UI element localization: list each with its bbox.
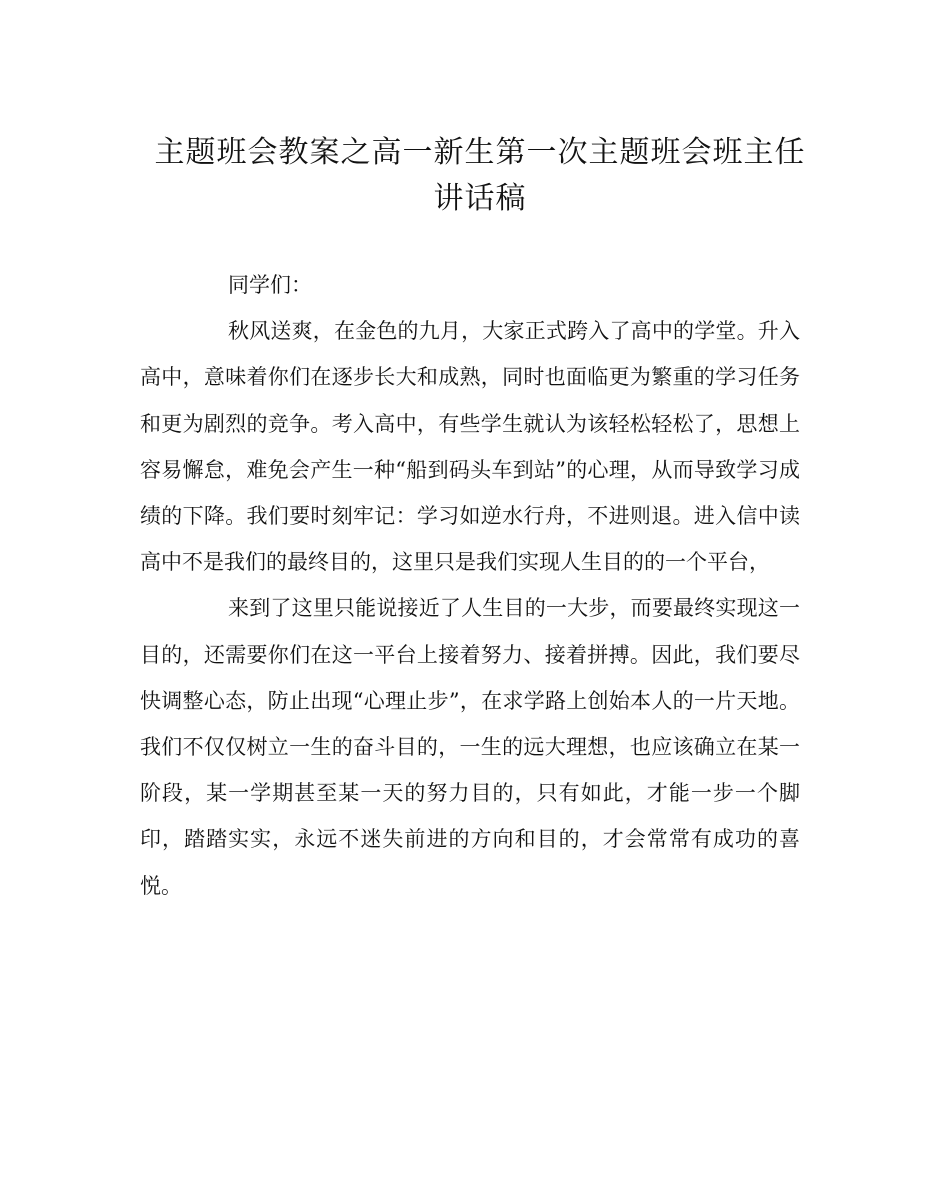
salutation: 同学们：	[228, 273, 312, 297]
paragraph-2: 来到了这里只能说接近了人生目的一大步，而要最终实现这一目的，还需要你们在这一平台上接着努力、接着拼搏。因此，我们要尽快调整心态，防止出现“心理止步”，在求学路上创始本人的一片天地。我们不仅仅树立一生的奋斗目的，一生的远大理想，也应该确立在某一阶段，某一学期甚至某一天的努力目的，只有如此，才能一步一个脚印，踏踏实实，永远不迷失前进的方向和目的，才会常常有成功的喜悦。	[140, 596, 800, 898]
paragraph-1: 秋风送爽，在金色的九月，大家正式跨入了高中的学堂。升入高中，意味着你们在逐步长大和成熟，同时也面临更为繁重的学习任务和更为剧烈的竞争。考入高中，有些学生就认为该轻松轻松了，思想上容易懈怠，难免会产生一种“船到码头车到站”的心理，从而导致学习成绩的下降。我们要时刻牢记：学习如逆水行舟，不进则退。进入信中读高中不是我们的最终目的，这里只是我们实现人生目的的一个平台，	[140, 319, 800, 575]
document-body	[140, 262, 800, 909]
document-title: 主题班会教案之高一新生第一次主题班会班主任讲话稿	[154, 135, 806, 216]
